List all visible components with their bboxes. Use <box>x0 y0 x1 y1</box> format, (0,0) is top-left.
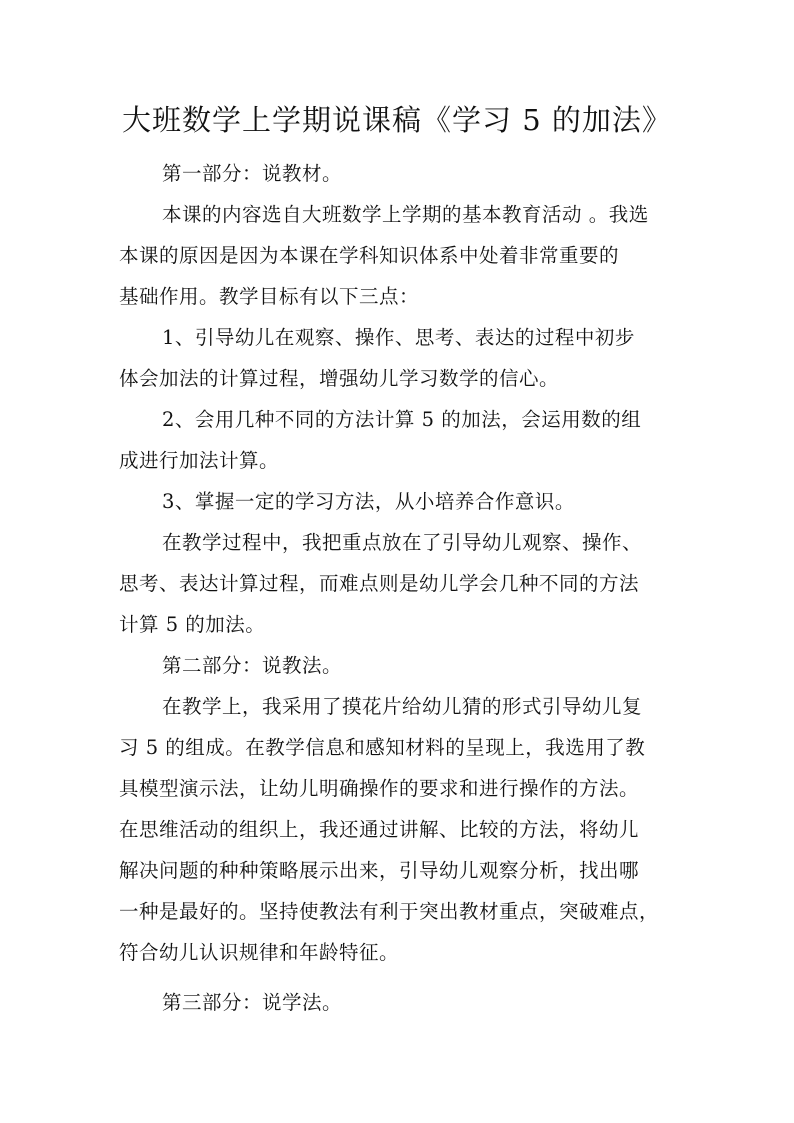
paragraph-line: 思考、表达计算过程，而难点则是幼儿学会几种不同的方法 <box>119 572 640 595</box>
paragraph-line: 一种是最好的。坚持使教法有利于突出教材重点，突破难点， <box>119 900 660 923</box>
section-heading-2: 第二部分：说教法。 <box>162 654 343 677</box>
paragraph-line: 在教学上，我采用了摸花片给幼儿猜的形式引导幼儿复 <box>162 695 643 718</box>
paragraph-line: 计算 5 的加法。 <box>119 613 266 636</box>
section-heading-1: 第一部分：说教材。 <box>162 162 343 185</box>
objective-2-line: 2、会用几种不同的方法计算 5 的加法，会运用数的组 <box>162 408 642 431</box>
paragraph-line: 在思维活动的组织上，我还通过讲解、比较的方法，将幼儿 <box>119 818 640 841</box>
paragraph-line: 解决问题的种种策略展示出来，引导幼儿观察分析，找出哪 <box>119 859 640 882</box>
objective-1-line: 体会加法的计算过程，增强幼儿学习数学的信心。 <box>119 367 560 390</box>
paragraph-line: 本课的内容选自大班数学上学期的基本教育活动 。我选 <box>162 203 649 226</box>
paragraph-line: 符合幼儿认识规律和年龄特征。 <box>119 941 400 964</box>
paragraph-line: 本课的原因是因为本课在学科知识体系中处着非常重要的 <box>119 244 620 267</box>
paragraph-line: 在教学过程中，我把重点放在了引导幼儿观察、操作、 <box>162 531 643 554</box>
section-heading-3: 第三部分：说学法。 <box>162 991 343 1014</box>
objective-3-line: 3、掌握一定的学习方法，从小培养合作意识。 <box>162 490 575 513</box>
document-title: 大班数学上学期说课稿《学习 5 的加法》 <box>122 103 672 137</box>
objective-1-line: 1、引导幼儿在观察、操作、思考、表达的过程中初步 <box>162 326 635 349</box>
paragraph-line: 具模型演示法，让幼儿明确操作的要求和进行操作的方法。 <box>119 777 640 800</box>
objective-2-line: 成进行加法计算。 <box>119 449 280 472</box>
paragraph-line: 基础作用。教学目标有以下三点： <box>119 285 420 308</box>
paragraph-line: 习 5 的组成。在教学信息和感知材料的呈现上，我选用了教 <box>119 736 646 759</box>
